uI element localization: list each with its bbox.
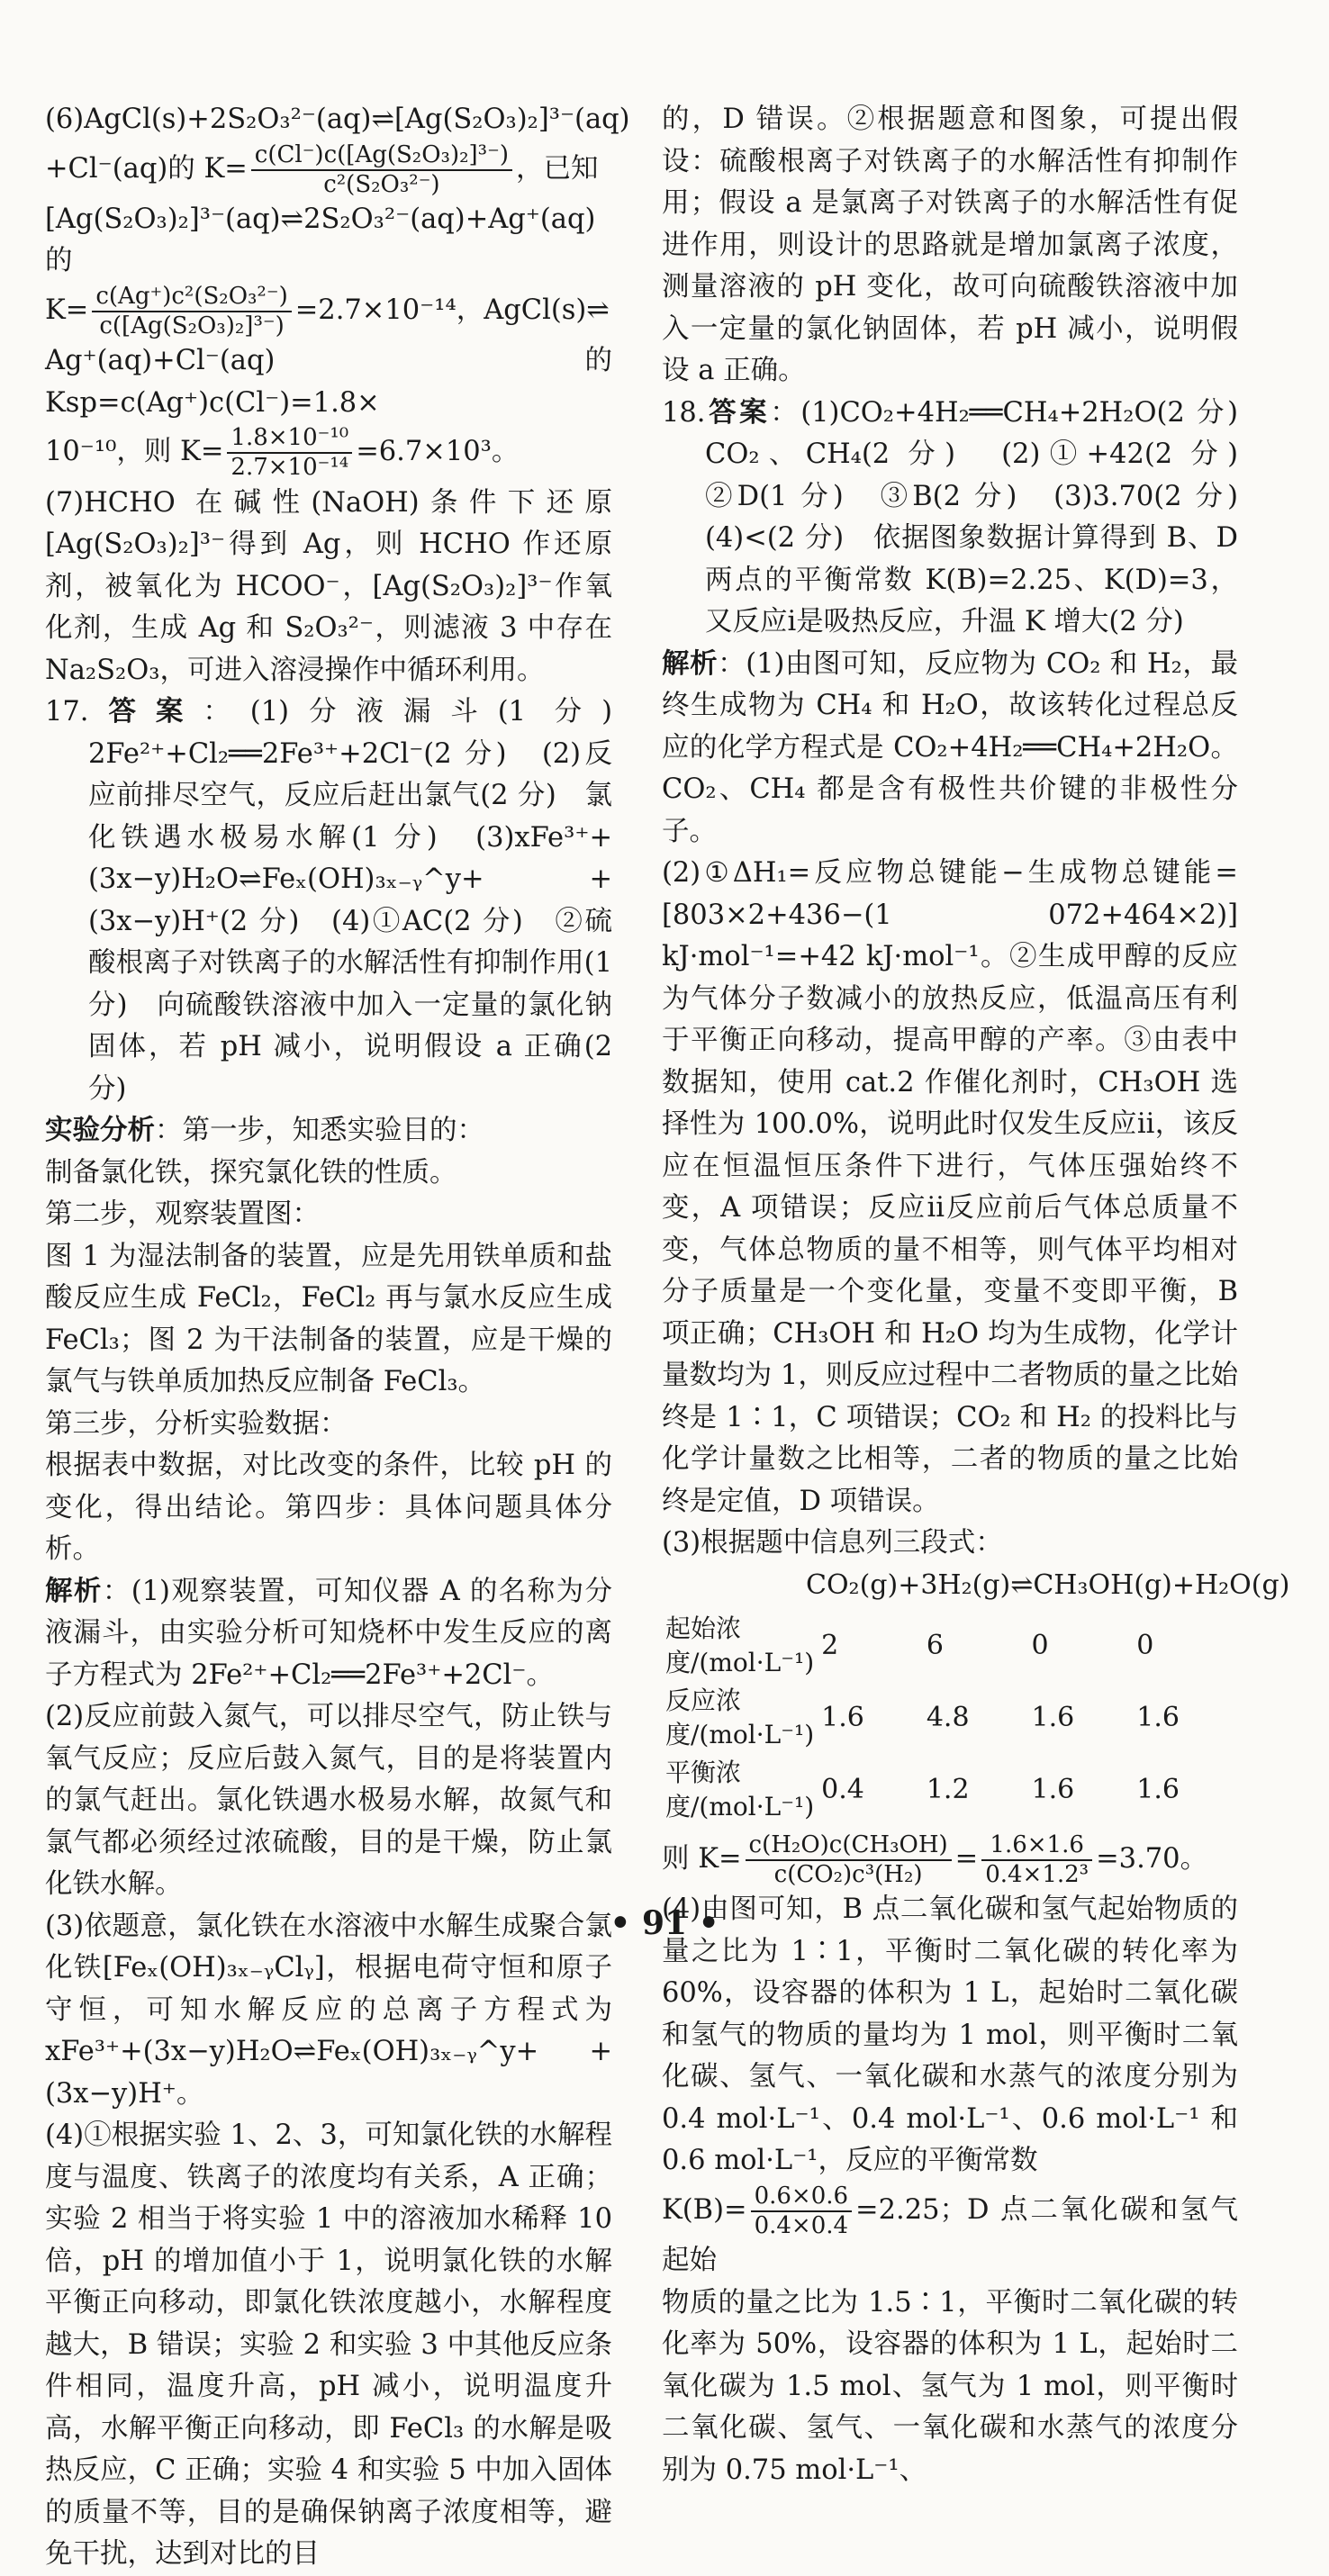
cell: 2: [821, 1629, 839, 1661]
cell: 4.8: [926, 1701, 970, 1733]
paragraph: 根据表中数据，对比改变的条件，比较 pH 的变化，得出结论。第四步：具体问题具体分析。: [45, 1450, 612, 1566]
text: +Cl⁻(aq)的 K=: [45, 152, 248, 185]
paragraph: 制备氯化铁，探究氯化铁的性质。: [45, 1156, 457, 1189]
text: (6)AgCl(s)+2S₂O₃²⁻(aq)⇌[Ag(S₂O₃)₂]³⁻(aq): [45, 104, 630, 135]
text: [Ag(S₂O₃)₂]³⁻(aq)⇌2S₂O₃²⁻(aq)+Ag⁺(aq)的: [45, 203, 596, 277]
fraction: [92, 283, 291, 340]
cell: 1.6: [1031, 1701, 1075, 1733]
answer-label: 答案: [705, 396, 771, 429]
fraction: [746, 1831, 952, 1889]
fraction: [981, 1831, 1092, 1889]
cell: 0: [1136, 1629, 1154, 1661]
text: K(B)=: [662, 2194, 747, 2227]
explanation-label: 解析: [662, 647, 719, 680]
denominator: 0.4×0.4: [754, 2212, 849, 2240]
answer-text: ：(1)CO₂+4H₂══CH₄+2H₂O(2 分) CO₂、CH₄(2 分) (2)①+42(2 分) ②D(1 分) ③B(2 分) (3)3.70(2 分) (4)<(2 分) 依据图象数据计算得到 B、D 两点的平衡常数 K(B)=2.25、K(D)=3，又反应ⅰ是吸热反应，升温 K 增大(2 分): [705, 396, 1266, 637]
paragraph: (4)①根据实验 1、2、3，可知氯化铁的水解程度与温度、铁离子的浓度均有关系，A 正确；实验 2 相当于将实验 1 中的溶液加水稀释 10 倍，pH 的增加值小于 1，说明氯化铁的水解平衡正向移动，即氯化铁浓度越小，水解程度越大，B 错误；实验 2 和实验 3 中其他反应条件相同，温度升高，pH 减小，说明温度升高，水解平衡正向移动，即 FeCl₃ 的水解是吸热反应，C 正确；实验 4 和实验 5 中加入固体的质量不等，目的是确保钠离子浓度相等，避免干扰，达到对比的目: [45, 2120, 612, 2571]
text: =6.7×10³。: [356, 436, 520, 468]
q16-part7: (7)HCHO 在碱性(NaOH)条件下还原[Ag(S₂O₃)₂]³⁻得到 Ag，则 HCHO 作还原剂，被氧化为 HCOO⁻，[Ag(S₂O₃)₂]³⁻作氧化剂，生成 Ag 和 S₂O₃²⁻，则滤液 3 中存在 Na₂S₂O₃，可进入溶浸操作中循环利用。: [45, 486, 612, 686]
table-row: [662, 1754, 1238, 1826]
paragraph: 第二步，观察装置图：: [45, 1198, 320, 1231]
q16-part6: [45, 99, 630, 483]
row-label: 反应浓度/(mol·L⁻¹): [665, 1686, 815, 1749]
text: ，已知: [515, 152, 599, 185]
right-column: [662, 99, 1290, 2491]
analysis-label: 实验分析: [45, 1115, 155, 1147]
text: ：(1)由图可知，反应物为 CO₂ 和 H₂，最终生成物为 CH₄ 和 H₂O，故该转化过程总反应的化学方程式是 CO₂+4H₂══CH₄+2H₂O。CO₂、CH₄ 都是含有极性共价键的非极性分子。: [662, 647, 1238, 847]
paragraph: (2)反应前鼓入氮气，可以排尽空气，防止铁与氧气反应；反应后鼓入氮气，目的是将装置内的氯气赶出。氯化铁遇水极易水解，故氮气和氯气都必须经过浓硫酸，目的是干燥，防止氯化铁水解。: [45, 1701, 612, 1901]
q17-answer: [45, 691, 640, 1110]
answer-text: ：(1)分液漏斗(1 分) 2Fe²⁺+Cl₂══2Fe³⁺+2Cl⁻(2 分) (2)反应前排尽空气，反应后赶出氯气(2 分) 氯化铁遇水极易水解(1 分) (3)xFe³⁺+(3x−y)H₂O⇌Feₓ(OH)₃ₓ₋ᵧ^y+ +(3x−y)H⁺(2 分) (4)①AC(2 分) ②硫酸根离子对铁离子的水解活性有抑制作用(1 分) 向硫酸铁溶液中加入一定量的氯化钠固体，若 pH 减小，说明假设 a 正确(2 分): [88, 696, 640, 1105]
cell: 1.6: [1136, 1773, 1180, 1805]
text: ：(1)观察装置，可知仪器 A 的名称为分液漏斗，由实验分析可知烧杯中发生反应的离子方程式为 2Fe²⁺+Cl₂══2Fe³⁺+2Cl⁻。: [45, 1575, 613, 1691]
denominator: c²(S₂O₃²⁻): [323, 170, 440, 198]
numerator: 1.8×10⁻¹⁰: [227, 424, 352, 454]
numerator: 1.6×1.6: [981, 1831, 1092, 1861]
text: ：第一步，知悉实验目的：: [155, 1115, 484, 1147]
cell: 1.6: [1136, 1701, 1180, 1733]
text: =: [954, 1843, 979, 1876]
cell: 1.6: [1031, 1773, 1075, 1805]
fraction: [251, 141, 512, 199]
left-column: [45, 99, 640, 2576]
text: 10⁻¹⁰，则 K=: [45, 436, 224, 468]
experiment-analysis: [45, 1110, 612, 1152]
answer-label: 答案: [88, 696, 203, 728]
row-label: 起始浓度/(mol·L⁻¹): [665, 1613, 815, 1677]
denominator: c([Ag(S₂O₃)₂]³⁻): [99, 312, 285, 340]
kb-equation: [662, 2183, 1238, 2282]
question-number: 17.: [45, 696, 89, 728]
text: K=: [45, 294, 89, 327]
table-row: [662, 1682, 1238, 1754]
text: Ag⁺(aq)+Cl⁻(aq)的 Ksp=c(Ag⁺)c(Cl⁻)=1.8×: [45, 345, 612, 419]
q17-explanation: [45, 1571, 612, 1697]
k-equation: [662, 1831, 1238, 1889]
q18-explanation: [662, 644, 1238, 854]
cell: 0: [1031, 1629, 1049, 1661]
paragraph: (3)依题意，氯化铁在水溶液中水解生成聚合氯化铁[Feₓ(OH)₃ₓ₋ᵧClᵧ]，根据电荷守恒和原子守恒，可知水解反应的总离子方程式为 xFe³⁺+(3x−y)H₂O⇌Feₓ(OH)₃ₓ₋ᵧ^y+ +(3x−y)H⁺。: [45, 1910, 612, 2110]
text: =3.70。: [1096, 1843, 1208, 1876]
q18-answer: [662, 393, 1266, 644]
fraction: [751, 2183, 852, 2240]
cell: 0.4: [821, 1773, 864, 1805]
text: =2.7×10⁻¹⁴，AgCl(s)⇌: [294, 294, 610, 327]
page-number: • 91 •: [610, 1904, 719, 1942]
table-row: [662, 1610, 1238, 1682]
paragraph: 物质的量之比为 1.5∶1，平衡时二氧化碳的转化率为 50%，设容器的体积为 1 L，起始时二氧化碳为 1.5 mol、氢气为 1 mol，则平衡时二氧化碳、氢气、一氧化碳和水蒸气的浓度分别为 0.75 mol·L⁻¹、: [662, 2286, 1238, 2486]
denominator: c(CO₂)c³(H₂): [773, 1861, 923, 1889]
paragraph: (3)根据题中信息列三段式：: [662, 1527, 1003, 1559]
denominator: 2.7×10⁻¹⁴: [231, 454, 349, 482]
row-label: 平衡浓度/(mol·L⁻¹): [665, 1758, 815, 1821]
text: =2.25；D 点二氧化碳和氢气起始: [662, 2194, 1238, 2277]
numerator: 0.6×0.6: [751, 2183, 852, 2212]
text: 则 K=: [662, 1843, 742, 1876]
explanation-label: 解析: [45, 1575, 103, 1607]
numerator: c(Cl⁻)c([Ag(S₂O₃)₂]³⁻): [251, 141, 512, 171]
numerator: c(H₂O)c(CH₃OH): [746, 1831, 952, 1861]
paragraph: (2)①ΔH₁=反应物总键能−生成物总键能=[803×2+436−(1 072+464×2)] kJ·mol⁻¹=+42 kJ·mol⁻¹。②生成甲醇的反应为气体分子数减小的放热反应，低温高压有利于平衡正向移动，提高甲醇的产率。③由表中数据知，使用 cat.2 作催化剂时，CH₃OH 选择性为 100.0%，说明此时仅发生反应ⅱ，该反应在恒温恒压条件下进行，气体压强始终不变，A 项错误；反应ⅱ反应前后气体总质量不变，气体总物质的量不相等，则气体平均相对分子质量是一个变化量，变量不变即平衡，B 项正确；CH₃OH 和 H₂O 均为生成物，化学计量数均为 1，则反应过程中二者物质的量之比始终是 1∶1，C 项错误；CO₂ 和 H₂ 的投料比与化学计量数之比相等，二者的物质的量之比始终是定值，D 项错误。: [662, 857, 1238, 1517]
three-stage-table: [662, 1610, 1238, 1826]
cell: 1.6: [821, 1701, 864, 1733]
paragraph: 图 1 为湿法制备的装置，应是先用铁单质和盐酸反应生成 FeCl₂，FeCl₂ 再与氯水反应生成 FeCl₃；图 2 为干法制备的装置，应是干燥的氯气与铁单质加热反应制备 FeCl₃。: [45, 1240, 612, 1398]
reaction-equation: CO₂(g)+3H₂(g)⇌CH₃OH(g)+H₂O(g): [806, 1568, 1290, 1601]
cell: 6: [926, 1629, 944, 1661]
paragraph: 的，D 错误。②根据题意和图象，可提出假设：硫酸根离子对铁离子的水解活性有抑制作用；假设 a 是氯离子对铁离子的水解活性有促进作用，则设计的思路就是增加氯离子浓度，测量溶液的 pH 变化，故可向硫酸铁溶液中加入一定量的氯化钠固体，若 pH 减小，说明假设 a 正确。: [662, 104, 1238, 386]
fraction: [227, 424, 352, 482]
numerator: c(Ag⁺)c²(S₂O₃²⁻): [92, 283, 291, 312]
paragraph: (4)由图可知，B 点二氧化碳和氢气起始物质的量之比为 1∶1，平衡时二氧化碳的转化率为 60%，设容器的体积为 1 L，起始时二氧化碳和氢气的物质的量均为 1 mol，则平衡时二氧化碳、氢气、一氧化碳和水蒸气的浓度分别为 0.4 mol·L⁻¹、0.4 mol·L⁻¹、0.6 mol·L⁻¹ 和 0.6 mol·L⁻¹，反应的平衡常数: [662, 1894, 1238, 2177]
paragraph: 第三步，分析实验数据：: [45, 1407, 348, 1440]
question-number: 18.: [662, 396, 706, 429]
cell: 1.2: [926, 1773, 970, 1805]
denominator: 0.4×1.2³: [985, 1861, 1089, 1889]
